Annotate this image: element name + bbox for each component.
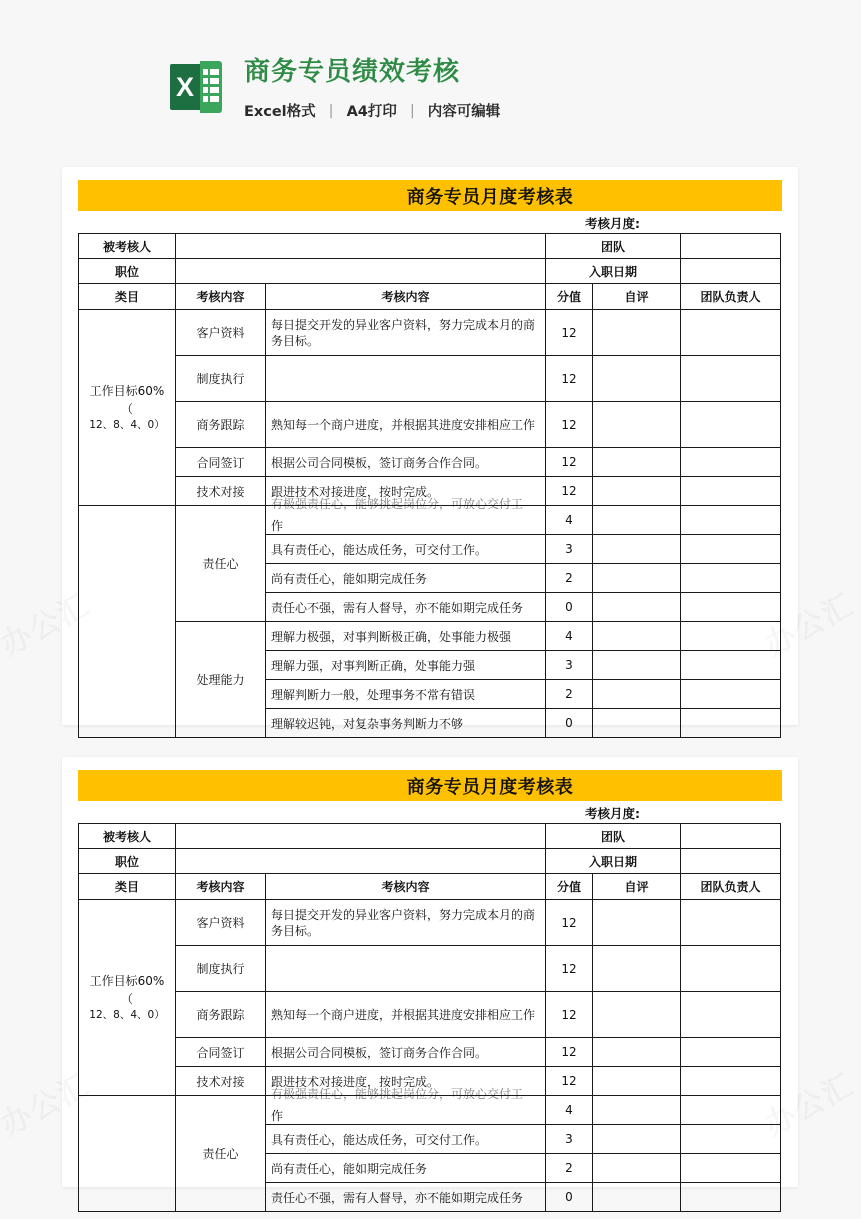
cell-description: 跟进技术对接进度，按时完成。 xyxy=(266,1067,546,1096)
cell-self-rating[interactable] xyxy=(593,1096,681,1125)
cell-leader-rating[interactable] xyxy=(681,477,781,506)
cell-description: 熟知每一个商户进度，并根据其进度安排相应工作 xyxy=(266,402,546,448)
cell-score: 0 xyxy=(546,1183,593,1212)
cell-score: 12 xyxy=(546,1038,593,1067)
table-row[interactable] xyxy=(79,946,781,992)
cell-category-blank xyxy=(79,1096,176,1212)
column-header-leader-rating: 团队负责人 xyxy=(681,874,781,900)
table-row[interactable] xyxy=(79,506,781,535)
cell-leader-rating[interactable] xyxy=(681,402,781,448)
cell-value-assessee[interactable] xyxy=(176,234,546,259)
cell-description-clipped xyxy=(266,497,546,535)
column-header-description: 考核内容 xyxy=(266,284,546,310)
cell-leader-rating[interactable] xyxy=(681,1038,781,1067)
table-row[interactable] xyxy=(79,824,781,849)
cell-self-rating[interactable] xyxy=(593,1183,681,1212)
cell-item: 合同签订 xyxy=(176,448,266,477)
meta-separator-2: | xyxy=(409,102,415,119)
cell-self-rating[interactable] xyxy=(593,622,681,651)
cell-value-position[interactable] xyxy=(176,849,546,874)
cell-label-team: 团队 xyxy=(546,824,681,849)
cell-description: 作 xyxy=(271,519,284,533)
cell-leader-rating[interactable] xyxy=(681,992,781,1038)
table-row[interactable] xyxy=(79,234,781,259)
cell-item: 商务跟踪 xyxy=(176,992,266,1038)
cell-item: 客户资料 xyxy=(176,900,266,946)
cell-value-hiredate[interactable] xyxy=(681,259,781,284)
category-work-name: 工作目标60%（ xyxy=(89,383,165,416)
cell-self-rating[interactable] xyxy=(593,680,681,709)
excel-logo-grid xyxy=(203,69,219,105)
cell-score: 4 xyxy=(546,622,593,651)
cell-description: 责任心不强，需有人督导，亦不能如期完成任务 xyxy=(266,1183,546,1212)
cell-score: 3 xyxy=(546,535,593,564)
table-row[interactable] xyxy=(79,622,781,651)
cell-description: 理解较迟钝，对复杂事务判断力不够 xyxy=(266,709,546,738)
cell-leader-rating[interactable] xyxy=(681,535,781,564)
cell-score: 12 xyxy=(546,946,593,992)
cell-item: 技术对接 xyxy=(176,1067,266,1096)
table-row[interactable] xyxy=(79,849,781,874)
cell-score: 4 xyxy=(546,506,593,535)
cell-score: 0 xyxy=(546,593,593,622)
cell-leader-rating[interactable] xyxy=(681,946,781,992)
cell-leader-rating[interactable] xyxy=(681,680,781,709)
meta-format: Excel格式 xyxy=(244,104,316,121)
cell-description: 根据公司合同模板，签订商务合作合同。 xyxy=(266,1038,546,1067)
cell-leader-rating[interactable] xyxy=(681,622,781,651)
cell-self-rating[interactable] xyxy=(593,448,681,477)
cell-value-position[interactable] xyxy=(176,259,546,284)
cell-leader-rating[interactable] xyxy=(681,900,781,946)
sheet-preview-page-1[interactable] xyxy=(62,167,798,731)
cell-description: 作 xyxy=(271,1109,284,1123)
cell-score: 12 xyxy=(546,477,593,506)
table-row[interactable] xyxy=(79,992,781,1038)
cell-leader-rating[interactable] xyxy=(681,356,781,402)
category-work-scale: 12、8、4、0） xyxy=(89,418,165,431)
cell-label-position: 职位 xyxy=(79,259,176,284)
cell-label-hiredate: 入职日期 xyxy=(546,849,681,874)
cell-self-rating[interactable] xyxy=(593,946,681,992)
column-header-self-rating: 自评 xyxy=(593,284,681,310)
cell-score: 0 xyxy=(546,709,593,738)
cell-score: 12 xyxy=(546,448,593,477)
cell-value-hiredate[interactable] xyxy=(681,849,781,874)
cell-item: 制度执行 xyxy=(176,356,266,402)
cell-leader-rating[interactable] xyxy=(681,1096,781,1125)
cell-item: 商务跟踪 xyxy=(176,402,266,448)
page-title: 商务专员绩效考核 xyxy=(244,57,461,87)
meta-separator-1: | xyxy=(328,102,334,119)
table-header-row xyxy=(79,874,781,900)
category-work-name: 工作目标60%（ xyxy=(89,973,165,1006)
cell-description: 尚有责任心，能如期完成任务 xyxy=(266,564,546,593)
cell-value-team[interactable] xyxy=(681,234,781,259)
cell-self-rating[interactable] xyxy=(593,402,681,448)
cell-score: 12 xyxy=(546,310,593,356)
cell-leader-rating[interactable] xyxy=(681,1183,781,1212)
cell-leader-rating[interactable] xyxy=(681,1067,781,1096)
cell-category-blank xyxy=(79,506,176,738)
cell-score: 12 xyxy=(546,1067,593,1096)
column-header-score: 分值 xyxy=(546,874,593,900)
sheet-title-bar xyxy=(78,770,782,801)
cell-score: 4 xyxy=(546,1096,593,1125)
cell-score: 12 xyxy=(546,402,593,448)
cell-description: 根据公司合同模板，签订商务合作合同。 xyxy=(266,448,546,477)
cell-self-rating[interactable] xyxy=(593,1038,681,1067)
cell-category-responsibility: 责任心 xyxy=(176,506,266,622)
table-row[interactable] xyxy=(79,1038,781,1067)
cell-category-work xyxy=(79,900,176,1096)
document-meta xyxy=(244,100,500,121)
cell-self-rating[interactable] xyxy=(593,992,681,1038)
cell-self-rating[interactable] xyxy=(593,564,681,593)
cell-leader-rating[interactable] xyxy=(681,1125,781,1154)
table-row[interactable] xyxy=(79,259,781,284)
sheet-title-bar xyxy=(78,180,782,211)
cell-self-rating[interactable] xyxy=(593,900,681,946)
column-header-category: 类目 xyxy=(79,874,176,900)
category-work-scale: 12、8、4、0） xyxy=(89,1008,165,1021)
cell-label-assessee: 被考核人 xyxy=(79,234,176,259)
cell-leader-rating[interactable] xyxy=(681,564,781,593)
cell-self-rating[interactable] xyxy=(593,356,681,402)
clipped-overflow-text: 有极强责任心，能够挑起岗位分，可放心交付工 xyxy=(271,1087,524,1101)
cell-self-rating[interactable] xyxy=(593,535,681,564)
cell-leader-rating[interactable] xyxy=(681,651,781,680)
cell-category-work xyxy=(79,310,176,506)
cell-score: 2 xyxy=(546,1154,593,1183)
sheet-title: 商务专员月度考核表 xyxy=(406,186,574,208)
cell-leader-rating[interactable] xyxy=(681,506,781,535)
cell-description: 具有责任心，能达成任务，可交付工作。 xyxy=(266,1125,546,1154)
cell-category-skill: 处理能力 xyxy=(176,622,266,738)
cell-description: 理解力极强，对事判断极正确，处事能力极强 xyxy=(266,622,546,651)
table-row[interactable] xyxy=(79,402,781,448)
cell-leader-rating[interactable] xyxy=(681,310,781,356)
cell-self-rating[interactable] xyxy=(593,593,681,622)
cell-score: 12 xyxy=(546,900,593,946)
cell-description: 理解判断力一般，处理事务不常有错误 xyxy=(266,680,546,709)
column-header-score: 分值 xyxy=(546,284,593,310)
cell-self-rating[interactable] xyxy=(593,477,681,506)
cell-leader-rating[interactable] xyxy=(681,1154,781,1183)
cell-leader-rating[interactable] xyxy=(681,448,781,477)
cell-label-team: 团队 xyxy=(546,234,681,259)
cell-description: 具有责任心，能达成任务，可交付工作。 xyxy=(266,535,546,564)
cell-item: 技术对接 xyxy=(176,477,266,506)
cell-value-team[interactable] xyxy=(681,824,781,849)
cell-description-clipped xyxy=(266,1087,546,1125)
excel-file-icon xyxy=(170,61,222,113)
table-row[interactable] xyxy=(79,310,781,356)
cell-score: 2 xyxy=(546,564,593,593)
cell-label-assessee: 被考核人 xyxy=(79,824,176,849)
cell-self-rating[interactable] xyxy=(593,310,681,356)
cell-description xyxy=(266,946,546,992)
cell-description xyxy=(266,356,546,402)
table-row[interactable] xyxy=(79,356,781,402)
column-header-item: 考核内容 xyxy=(176,874,266,900)
cell-category-responsibility: 责任心 xyxy=(176,1096,266,1212)
cell-self-rating[interactable] xyxy=(593,651,681,680)
column-header-category: 类目 xyxy=(79,284,176,310)
month-label: 考核月度: xyxy=(585,806,640,821)
sheet-title: 商务专员月度考核表 xyxy=(406,776,574,798)
cell-self-rating[interactable] xyxy=(593,506,681,535)
cell-description: 每日提交开发的异业客户资料，努力完成本月的商务目标。 xyxy=(266,310,546,356)
assessment-table[interactable] xyxy=(78,823,781,1212)
column-header-description: 考核内容 xyxy=(266,874,546,900)
cell-description: 每日提交开发的异业客户资料，努力完成本月的商务目标。 xyxy=(266,900,546,946)
cell-leader-rating[interactable] xyxy=(681,593,781,622)
cell-leader-rating[interactable] xyxy=(681,709,781,738)
table-row[interactable] xyxy=(79,900,781,946)
cell-description: 跟进技术对接进度，按时完成。 xyxy=(266,477,546,506)
meta-editable: 内容可编辑 xyxy=(427,104,501,121)
table-header-row xyxy=(79,284,781,310)
sheet-preview-page-2[interactable] xyxy=(62,757,798,1205)
cell-label-hiredate: 入职日期 xyxy=(546,259,681,284)
column-header-self-rating: 自评 xyxy=(593,874,681,900)
cell-self-rating[interactable] xyxy=(593,1154,681,1183)
column-header-leader-rating: 团队负责人 xyxy=(681,284,781,310)
cell-score: 2 xyxy=(546,680,593,709)
cell-score: 12 xyxy=(546,356,593,402)
table-row[interactable] xyxy=(79,1096,781,1125)
column-header-item: 考核内容 xyxy=(176,284,266,310)
table-row[interactable] xyxy=(79,448,781,477)
cell-score: 12 xyxy=(546,992,593,1038)
meta-print: A4打印 xyxy=(346,104,397,121)
cell-description: 责任心不强，需有人督导，亦不能如期完成任务 xyxy=(266,593,546,622)
cell-description: 尚有责任心，能如期完成任务 xyxy=(266,1154,546,1183)
cell-item: 客户资料 xyxy=(176,310,266,356)
clipped-overflow-text: 有极强责任心，能够挑起岗位分，可放心交付工 xyxy=(271,497,524,511)
cell-score: 3 xyxy=(546,1125,593,1154)
cell-value-assessee[interactable] xyxy=(176,824,546,849)
document-header xyxy=(170,55,500,121)
cell-self-rating[interactable] xyxy=(593,1125,681,1154)
cell-item: 合同签订 xyxy=(176,1038,266,1067)
excel-logo-letter: X xyxy=(175,71,194,102)
cell-description: 理解力强，对事判断正确，处事能力强 xyxy=(266,651,546,680)
cell-score: 3 xyxy=(546,651,593,680)
cell-label-position: 职位 xyxy=(79,849,176,874)
cell-item: 制度执行 xyxy=(176,946,266,992)
cell-self-rating[interactable] xyxy=(593,1067,681,1096)
assessment-table[interactable] xyxy=(78,233,781,738)
cell-description: 熟知每一个商户进度，并根据其进度安排相应工作 xyxy=(266,992,546,1038)
cell-self-rating[interactable] xyxy=(593,709,681,738)
month-label: 考核月度: xyxy=(585,216,640,231)
